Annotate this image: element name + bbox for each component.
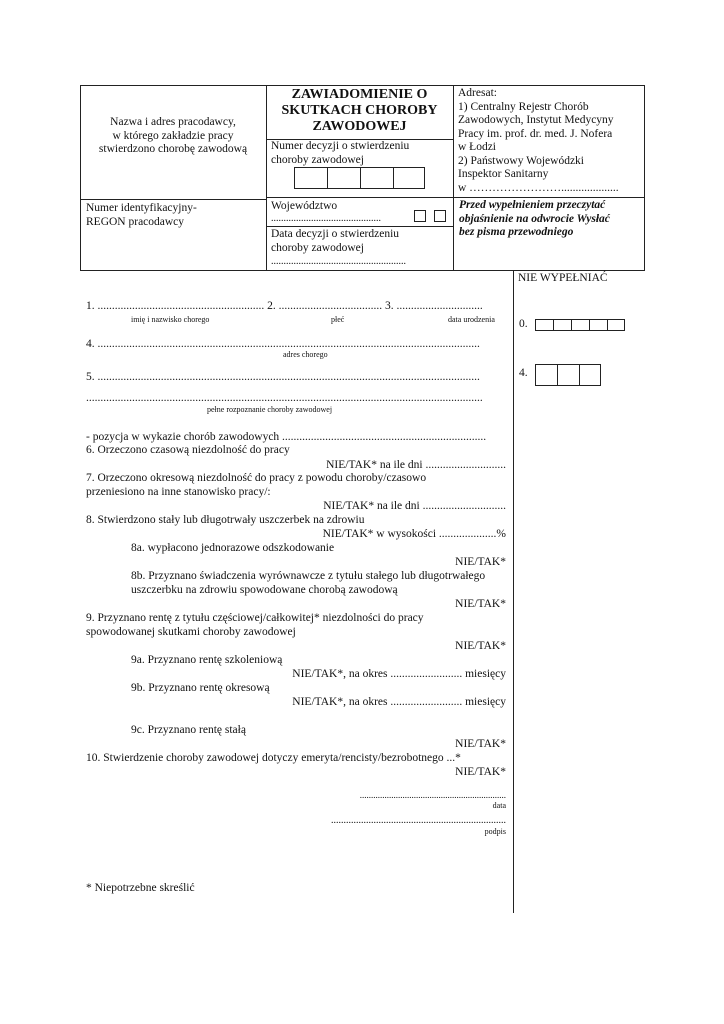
header-divider bbox=[453, 85, 454, 271]
addressee: Adresat: 1) Centralny Rejestr Chorób Zawodowych, Instytut Medycyny Pracy im. prof. dr. med. J. Nofera w Łodzi 2) Państwowy Wojewódzki Inspektor Sanitarny w …………………….................... bbox=[458, 87, 619, 194]
code-box[interactable] bbox=[579, 364, 601, 386]
decision-number-label: Numer decyzji o stwierdzeniu choroby zawodowej bbox=[271, 140, 410, 166]
code-box[interactable] bbox=[535, 319, 554, 331]
nie-wypelniac-label: NIE WYPEŁNIAĆ bbox=[518, 272, 608, 284]
decision-date-field[interactable]: ...................................................... bbox=[271, 256, 406, 267]
province-box[interactable] bbox=[434, 210, 446, 222]
field-4-boxes[interactable] bbox=[535, 364, 601, 386]
header-divider bbox=[80, 199, 266, 200]
item-9c: 9c. Przyznano rentę stałą bbox=[131, 724, 246, 736]
item-6: 6. Orzeczono czasową niezdolność do pracy bbox=[86, 444, 290, 456]
header-divider bbox=[266, 226, 453, 227]
field-0-boxes[interactable] bbox=[535, 319, 625, 331]
code-box[interactable] bbox=[571, 319, 590, 331]
item-9a: 9a. Przyznano rentę szkoleniową bbox=[131, 654, 283, 666]
signature-label: podpis bbox=[484, 827, 506, 836]
item-8: 8. Stwierdzono stały lub długotrwały uszczerbek na zdrowiu bbox=[86, 514, 365, 526]
line-1[interactable]: 1. .......................................................... 2. .................................... 3. .............................. bbox=[86, 300, 483, 312]
field-4-label: 4. bbox=[519, 367, 528, 379]
item-6-answer[interactable]: NIE/TAK* na ile dni ............................ bbox=[326, 459, 506, 471]
header-divider bbox=[266, 197, 645, 198]
caption-diagnosis: pełne rozpoznanie choroby zawodowej bbox=[207, 405, 333, 414]
code-box[interactable] bbox=[589, 319, 608, 331]
form-title: ZAWIADOMIENIE O SKUTKACH CHOROBY ZAWODOWEJ bbox=[281, 87, 438, 134]
employer-label: Nazwa i adres pracodawcy, w którego zakładzie pracy stwierdzono chorobę zawodową bbox=[98, 116, 248, 155]
line-5b[interactable]: .......................................................................................................................................... bbox=[86, 392, 483, 404]
header-divider bbox=[266, 85, 267, 271]
item-8a-answer[interactable]: NIE/TAK* bbox=[455, 556, 506, 568]
code-box[interactable] bbox=[557, 364, 580, 386]
line-5[interactable]: 5. ..................................................................................................................................... bbox=[86, 371, 480, 383]
item-8b-answer[interactable]: NIE/TAK* bbox=[455, 598, 506, 610]
item-7-answer[interactable]: NIE/TAK* na ile dni ............................. bbox=[323, 500, 506, 512]
province-label: Województwo bbox=[271, 200, 338, 212]
item-9c-answer[interactable]: NIE/TAK* bbox=[455, 738, 506, 750]
digit-box[interactable] bbox=[294, 167, 328, 189]
line-4[interactable]: 4. ..................................................................................................................................... bbox=[86, 338, 480, 350]
code-box[interactable] bbox=[553, 319, 572, 331]
caption-dob: data urodzenia bbox=[448, 315, 495, 324]
item-7: 7. Orzeczono okresową niezdolność do pracy z powodu choroby/czasowo przeniesiono na inne stanowisko pracy/: bbox=[86, 472, 427, 498]
item-8b: 8b. Przyznano świadczenia wyrównawcze z tytułu stałego lub długotrwałego uszczerbku na zdrowiu spowodowane chorobą zawodową bbox=[131, 570, 486, 596]
item-8-answer[interactable]: NIE/TAK* w wysokości ....................% bbox=[322, 528, 506, 540]
decision-number-boxes[interactable] bbox=[294, 167, 425, 189]
item-10: 10. Stwierdzenie choroby zawodowej dotyczy emeryta/rencisty/bezrobotnego ...* bbox=[86, 752, 461, 764]
side-divider bbox=[513, 271, 514, 913]
decision-date-label: Data decyzji o stwierdzeniu choroby zawodowej bbox=[271, 228, 400, 254]
date-label: data bbox=[492, 801, 506, 810]
digit-box[interactable] bbox=[327, 167, 361, 189]
item-9: 9. Przyznano rentę z tytułu częściowej/całkowitej* niezdolności do pracy spowodowanej skutkami choroby zawodowej bbox=[86, 612, 424, 638]
code-box[interactable] bbox=[535, 364, 558, 386]
item-9b-answer[interactable]: NIE/TAK*, na okres ......................... miesięcy bbox=[292, 696, 506, 708]
caption-sex: płeć bbox=[331, 315, 345, 324]
item-9-answer[interactable]: NIE/TAK* bbox=[455, 640, 506, 652]
province-field[interactable]: ............................................ bbox=[271, 213, 381, 224]
code-box[interactable] bbox=[607, 319, 625, 331]
item-10-answer[interactable]: NIE/TAK* bbox=[455, 766, 506, 778]
item-9b: 9b. Przyznano rentę okresową bbox=[131, 682, 270, 694]
province-box[interactable] bbox=[414, 210, 426, 222]
date-field[interactable]: ................................................................. bbox=[359, 790, 506, 800]
signature-field[interactable]: ...................................................................... bbox=[331, 815, 506, 826]
caption-address: adres chorego bbox=[283, 350, 328, 359]
field-0-label: 0. bbox=[519, 318, 528, 330]
instructions-note: Przed wypełnieniem przeczytać objaśnienie na odwrocie Wysłać bez pisma przewodniego bbox=[459, 199, 610, 238]
caption-name: imię i nazwisko chorego bbox=[131, 315, 210, 324]
digit-box[interactable] bbox=[393, 167, 425, 189]
item-8a: 8a. wypłacono jednorazowe odszkodowanie bbox=[131, 542, 335, 554]
item-9a-answer[interactable]: NIE/TAK*, na okres ......................... miesięcy bbox=[292, 668, 506, 680]
regon-label: Numer identyfikacyjny- REGON pracodawcy bbox=[86, 202, 197, 228]
position-line[interactable]: - pozycja w wykazie chorób zawodowych ....................................................................... bbox=[86, 431, 487, 443]
digit-box[interactable] bbox=[360, 167, 394, 189]
footnote: * Niepotrzebne skreślić bbox=[86, 882, 195, 894]
